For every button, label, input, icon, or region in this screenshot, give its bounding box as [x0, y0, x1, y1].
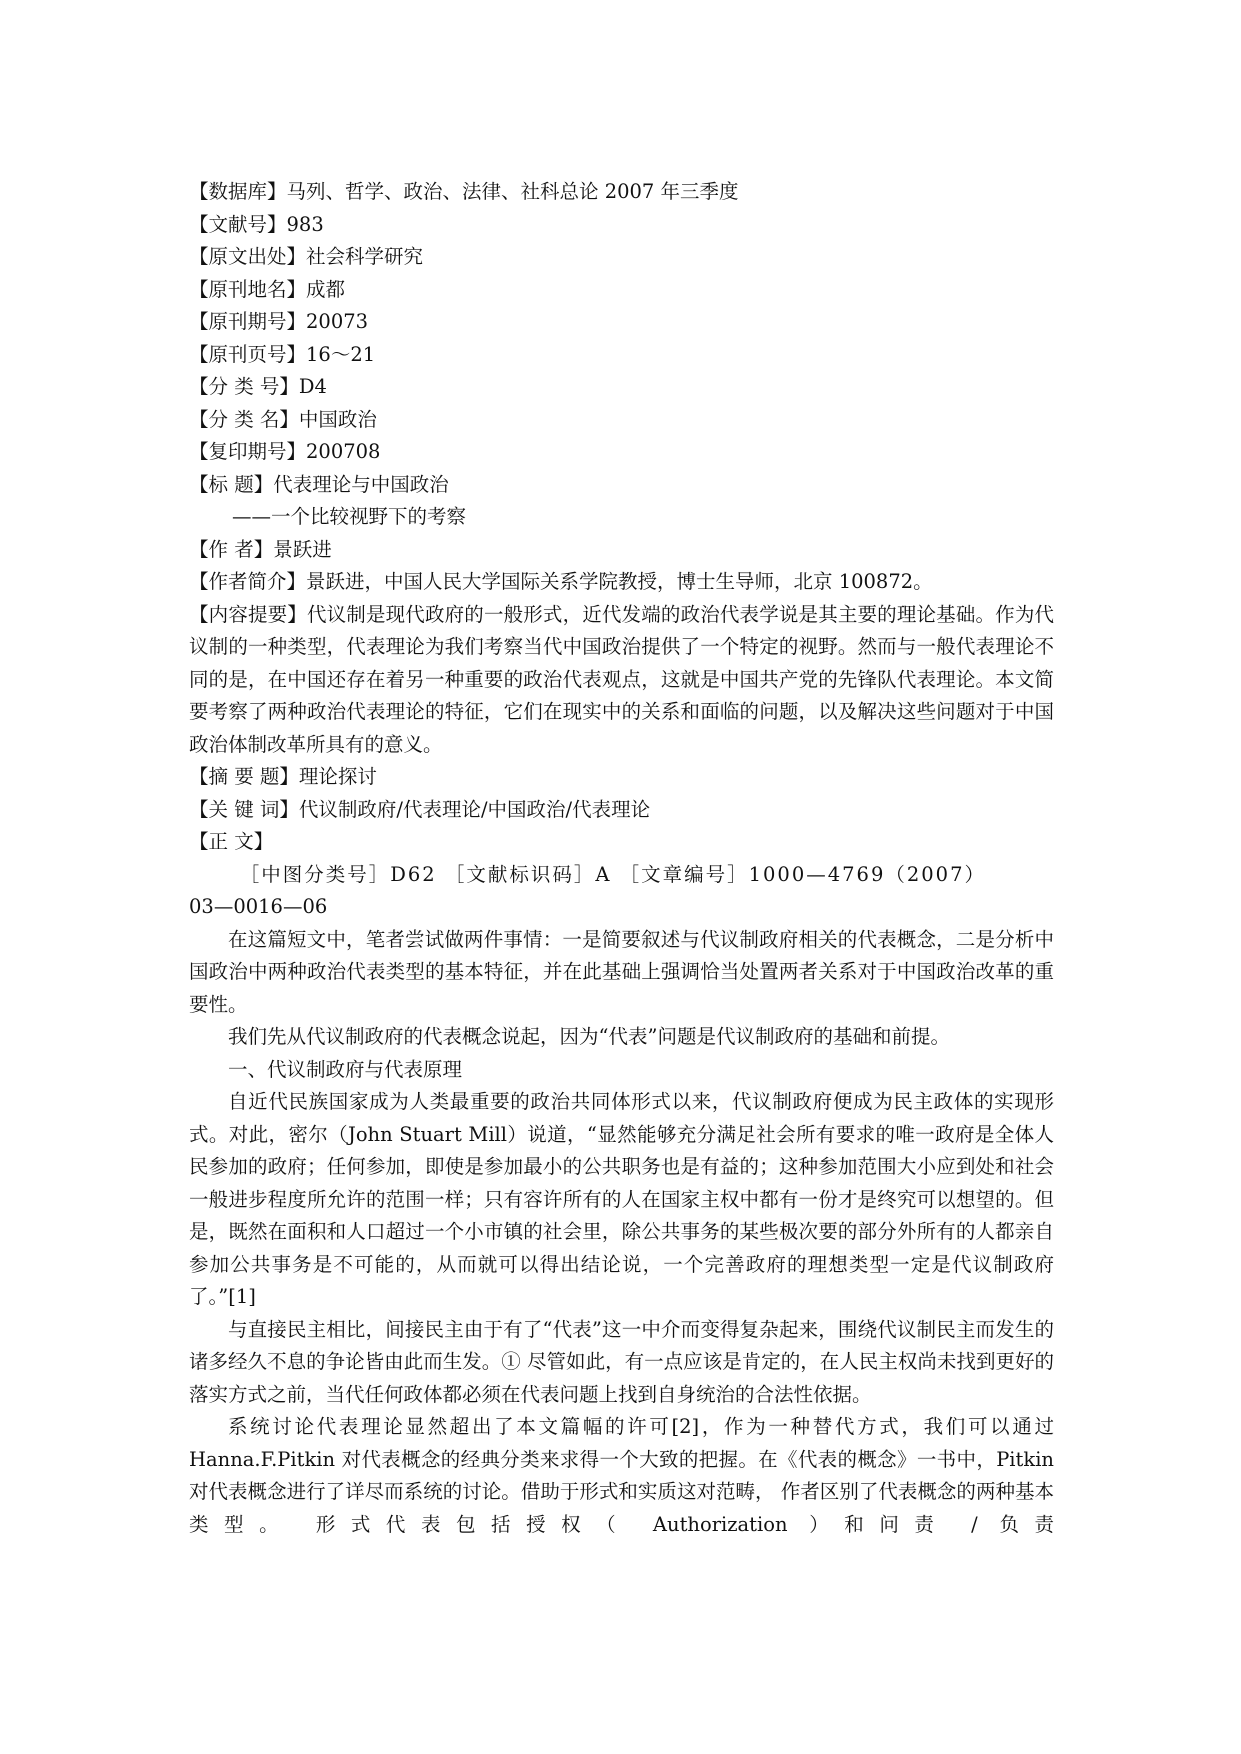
meta-source: 【原文出处】社会科学研究	[189, 245, 424, 268]
body-paragraph-3: 自近代民族国家成为人类最重要的政治共同体形式以来，代议制政府便成为民主政体的实现形式。对此，密尔（John Stuart Mill）说道，“显然能够充分满足社会所有要求的唯一政府是全体人民参加的政府；任何参加，即使是参加最小的公共职务也是有益的；这种参加范围大小应到处和社会一般进步程度所允许的范围一样；只有容许所有的人在国家主权中都有一份才是终究可以想望的。但是，既然在面积和人口超过一个小市镇的社会里，除公共事务的某些极次要的部分外所有的人都亲自参加公共事务是不可能的，从而就可以得出结论说，一个完善政府的理想类型一定是代议制政府了。”[1]	[189, 1090, 1054, 1308]
meta-reprint-issue: 【复印期号】200708	[189, 440, 381, 463]
body-paragraph-4: 与直接民主相比，间接民主由于有了“代表”这一中介而变得复杂起来，围绕代议制民主而发生的诸多经久不息的争论皆由此而生发。① 尽管如此，有一点应该是肯定的，在人民主权尚未找到更好的落实方式之前，当代任何政体都必须在代表问题上找到自身统治的合法性依据。	[189, 1317, 1054, 1406]
meta-keywords: 【关 键 词】代议制政府/代表理论/中国政治/代表理论	[189, 797, 651, 821]
abstract-text: 代议制是现代政府的一般形式，近代发端的政治代表学说是其主要的理论基础。作为代议制的一种类型，代表理论为我们考察当代中国政治提供了一个特定的视野。然而与一般代表理论不同的是，在中国还存在着另一种重要的政治代表观点，这就是中国共产党的先锋队代表理论。本文简要考察了两种政治代表理论的特征，它们在现实中的关系和面临的问题，以及解决这些问题对于中国政治体制改革所具有的意义。	[189, 602, 1054, 756]
meta-author: 【作 者】景跃进	[189, 537, 332, 561]
meta-place: 【原刊地名】成都	[189, 277, 346, 301]
body-paragraph-5: 系统讨论代表理论显然超出了本文篇幅的许可[2]，作为一种替代方式，我们可以通过 Hanna.F.Pitkin 对代表概念的经典分类来求得一个大致的把握。在《代表的概念》一书中，Pitkin 对代表概念进行了详尽而系统的讨论。借助于形式和实质这对范畴， 作者区别了代表概念的两种基本类型。 形式代表包括授权（ Authorization ）和问责 / 负责	[189, 1415, 1054, 1536]
metadata-block	[189, 176, 1054, 599]
section-heading-1: 一、代议制政府与代表原理	[228, 1057, 463, 1081]
meta-body-label: 【正 文】	[189, 830, 274, 853]
meta-category: 【摘 要 题】理论探讨	[189, 765, 377, 788]
body-paragraph-1: 在这篇短文中，笔者尝试做两件事情：一是简要叙述与代议制政府相关的代表概念，二是分析中国政治中两种政治代表类型的基本特征，并在此基础上强调恰当处置两者关系对于中国政治改革的重要性。	[189, 927, 1054, 1016]
classification-line: ［中图分类号］D62 ［文献标识码］A ［文章编号］1000—4769（2007）	[239, 862, 986, 886]
body-paragraph-2: 我们先从代议制政府的代表概念说起，因为“代表”问题是代议制政府的基础和前提。	[228, 1025, 950, 1048]
meta-subtitle: ——一个比较视野下的考察	[232, 505, 467, 528]
meta-issue: 【原刊期号】20073	[189, 310, 369, 333]
abstract	[189, 599, 1054, 762]
meta-database: 【数据库】马列、哲学、政治、法律、社科总论 2007 年三季度	[189, 180, 739, 203]
abstract-label: 【内容提要】	[189, 602, 307, 626]
document-page	[189, 176, 1054, 1541]
meta-class-number: 【分 类 号】D4	[189, 375, 327, 398]
meta-class-name: 【分 类 名】中国政治	[189, 407, 377, 431]
meta-title: 【标 题】代表理论与中国政治	[189, 472, 449, 496]
meta-pages: 【原刊页号】16～21	[189, 342, 376, 366]
classification-line-continued: 03—0016—06	[189, 895, 328, 918]
meta-author-bio: 【作者简介】景跃进，中国人民大学国际关系学院教授，博士生导师，北京 100872。	[189, 570, 933, 593]
meta-doc-number: 【文献号】983	[189, 212, 324, 236]
